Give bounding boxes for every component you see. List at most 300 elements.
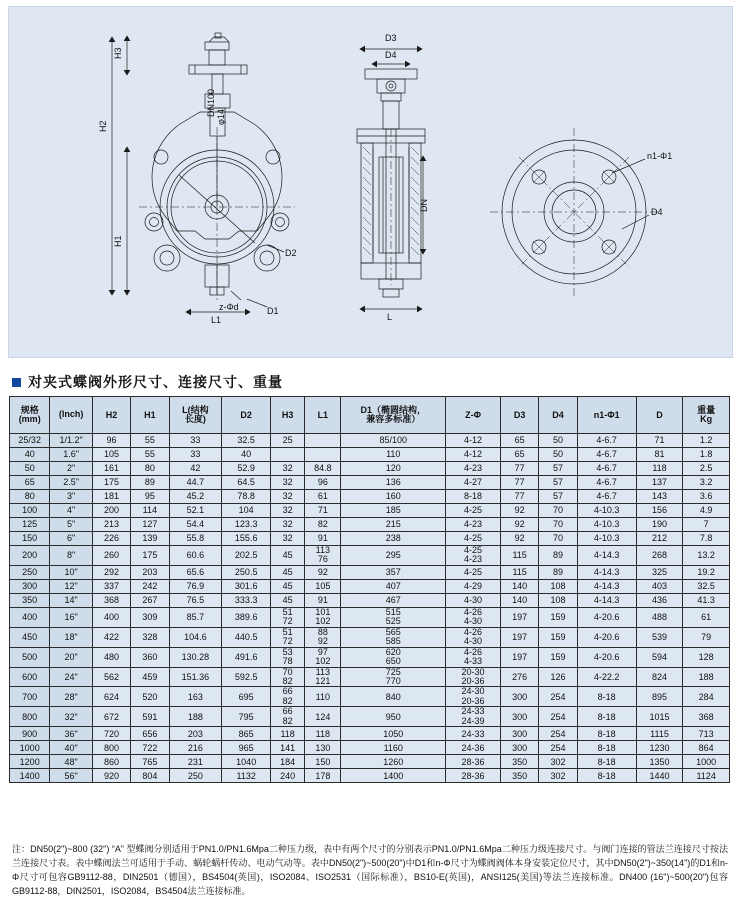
table-cell: 8-18 (577, 707, 636, 727)
table-cell: 51 72 (271, 627, 305, 647)
table-cell: 40 (10, 448, 50, 462)
table-cell: 407 (341, 579, 446, 593)
table-cell: 161 (92, 462, 130, 476)
table-cell: 124 (305, 707, 341, 727)
table-cell: 113 76 (305, 546, 341, 566)
table-cell: 81 (636, 448, 683, 462)
table-cell: 300 (10, 579, 50, 593)
table-cell: 28-36 (446, 769, 501, 783)
table-cell: 4-25 (446, 565, 501, 579)
table-cell: 450 (10, 627, 50, 647)
table-cell: 695 (222, 687, 271, 707)
table-cell: 91 (305, 532, 341, 546)
table-cell: 300 (500, 687, 538, 707)
table-cell: 89 (131, 476, 169, 490)
table-row (10, 579, 730, 593)
table-cell: 515 525 (341, 607, 446, 627)
table-cell: 250.5 (222, 565, 271, 579)
table-cell: 202.5 (222, 546, 271, 566)
table-cell: 85.7 (169, 607, 222, 627)
table-cell: 71 (305, 504, 341, 518)
table-cell: 40 (222, 448, 271, 462)
table-cell: 309 (131, 607, 169, 627)
table-cell: 120 (341, 462, 446, 476)
table-cell: 242 (131, 579, 169, 593)
table-cell: 624 (92, 687, 130, 707)
svg-text:D1: D1 (267, 306, 279, 316)
col-d4: D4 (539, 397, 577, 434)
svg-text:H3: H3 (113, 47, 123, 59)
col-l: L(结构 长度) (169, 397, 222, 434)
table-cell: 184 (271, 755, 305, 769)
table-cell: 32 (271, 532, 305, 546)
table-cell: 436 (636, 593, 683, 607)
table-cell: 70 (539, 504, 577, 518)
col-d: D (636, 397, 683, 434)
table-cell: 804 (131, 769, 169, 783)
table-cell: 328 (131, 627, 169, 647)
table-cell: 539 (636, 627, 683, 647)
table-cell: 4-14.3 (577, 593, 636, 607)
table-cell: 52.9 (222, 462, 271, 476)
valve-drawing-svg (9, 7, 732, 357)
table-cell: 4-6.7 (577, 476, 636, 490)
table-cell: 60.6 (169, 546, 222, 566)
table-cell: 19.2 (683, 565, 730, 579)
table-cell: 7.8 (683, 532, 730, 546)
table-cell: 45 (271, 593, 305, 607)
table-cell: 197 (500, 607, 538, 627)
table-row (10, 532, 730, 546)
table-cell: 139 (131, 532, 169, 546)
col-d3: D3 (500, 397, 538, 434)
table-cell: 8-18 (577, 727, 636, 741)
table-cell: 4-12 (446, 448, 501, 462)
table-cell: 1/1.2" (50, 434, 92, 448)
table-cell: 32.5 (683, 579, 730, 593)
table-cell: 76.9 (169, 579, 222, 593)
col-h2: H2 (92, 397, 130, 434)
table-cell: 57 (539, 490, 577, 504)
table-row (10, 593, 730, 607)
table-cell: 238 (341, 532, 446, 546)
svg-text:L1: L1 (211, 315, 222, 325)
table-cell: 20" (50, 647, 92, 667)
table-cell: 250 (169, 769, 222, 783)
table-cell: 8-18 (577, 755, 636, 769)
table-row (10, 727, 730, 741)
table-cell: 1230 (636, 741, 683, 755)
table-cell: 403 (636, 579, 683, 593)
table-cell: 1040 (222, 755, 271, 769)
table-cell: 325 (636, 565, 683, 579)
table-cell: 61 (305, 490, 341, 504)
table-cell: 8-18 (577, 687, 636, 707)
table-cell: 143 (636, 490, 683, 504)
table-cell: 400 (92, 607, 130, 627)
specification-table (9, 396, 730, 783)
table-cell: 4-20.6 (577, 627, 636, 647)
table-cell: 254 (539, 687, 577, 707)
technical-drawing-panel (8, 6, 733, 358)
table-cell: 50 (10, 462, 50, 476)
table-cell: 92 (305, 565, 341, 579)
footnote: 注：DN50(2")~800 (32") “A” 型蝶阀分别适用于PN1.0/PN1.6Mpa二种压力级，表中有两个尺寸的分别表示PN1.0/PN1.6Mpa二种压力级连接尺寸。与阀门连接的管法兰连接尺寸按法兰连接尺寸表。表中蝶阀法兰可适用于手动、蜗轮蜗杆传动、电动气动等。表中DN50(2")~500(20")中D1和n-Φ尺寸为蝶阀阀体本身安装定位尺寸，其中DN50(2")~350(14")的D1和n-Φ尺寸可包容GB9112-88，DIN2501（德国），BS4504(英国)，ISO2084、ISO2531（国际标准），BS10-E(英国)，ANSI125(美国)等法兰连接标准。DN400 (16")~500(20")包容GB9112-88，DIN2501，ISO2084，BS4504法兰连接标准。 (12, 844, 728, 896)
table-cell: 8" (50, 546, 92, 566)
table-cell: 25/32 (10, 434, 50, 448)
table-row (10, 546, 730, 566)
table-cell: 141 (271, 741, 305, 755)
table-cell: 459 (131, 667, 169, 687)
table-cell: 127 (131, 518, 169, 532)
table-cell: 864 (683, 741, 730, 755)
table-cell: 4-25 (446, 532, 501, 546)
table-cell: 1.8 (683, 448, 730, 462)
table-cell: 302 (539, 755, 577, 769)
table-cell: 41.3 (683, 593, 730, 607)
col-n1phi1: n1-Φ1 (577, 397, 636, 434)
table-cell (305, 448, 341, 462)
table-cell: 100 (10, 504, 50, 518)
table-cell: 80 (131, 462, 169, 476)
table-cell: 700 (10, 687, 50, 707)
table-cell: 795 (222, 707, 271, 727)
svg-text:D2: D2 (285, 248, 297, 258)
table-cell: 1124 (683, 769, 730, 783)
table-cell: 159 (539, 647, 577, 667)
table-cell: 4-22.2 (577, 667, 636, 687)
table-cell: 592.5 (222, 667, 271, 687)
col-zphi: Z-Φ (446, 397, 501, 434)
table-cell: 45 (271, 579, 305, 593)
table-cell: 108 (539, 593, 577, 607)
table-cell: 7 (683, 518, 730, 532)
table-cell: 25 (271, 434, 305, 448)
svg-text:H2: H2 (98, 120, 108, 132)
table-cell: 488 (636, 607, 683, 627)
table-cell: 51 72 (271, 607, 305, 627)
table-cell: 600 (10, 667, 50, 687)
table-cell: 24-30 20-36 (446, 687, 501, 707)
table-cell: 32 (271, 462, 305, 476)
bullet-square-icon (12, 378, 21, 387)
table-cell: 2.5 (683, 462, 730, 476)
table-cell: 114 (131, 504, 169, 518)
table-cell: 4-14.3 (577, 546, 636, 566)
table-cell: 4-25 (446, 504, 501, 518)
svg-text:L: L (387, 312, 393, 322)
table-cell: 33 (169, 434, 222, 448)
section-heading (12, 372, 283, 392)
table-cell: 64.5 (222, 476, 271, 490)
table-row (10, 504, 730, 518)
col-h3: H3 (271, 397, 305, 434)
table-cell: 65.6 (169, 565, 222, 579)
table-cell: 28" (50, 687, 92, 707)
table-cell: 32 (271, 518, 305, 532)
table-cell: 76.5 (169, 593, 222, 607)
table-cell: 1400 (341, 769, 446, 783)
col-weight: 重量 Kg (683, 397, 730, 434)
table-cell: 4-6.7 (577, 448, 636, 462)
table-cell: 1115 (636, 727, 683, 741)
table-cell: 8-18 (577, 741, 636, 755)
table-cell: 254 (539, 707, 577, 727)
table-cell: 840 (341, 687, 446, 707)
table-cell: 8-18 (577, 769, 636, 783)
table-cell: 1350 (636, 755, 683, 769)
table-cell: 301.6 (222, 579, 271, 593)
table-cell: 565 585 (341, 627, 446, 647)
svg-text:n1-Φ1: n1-Φ1 (647, 151, 673, 161)
table-cell: 159 (539, 627, 577, 647)
table-cell: 137 (636, 476, 683, 490)
table-cell: 895 (636, 687, 683, 707)
table-cell: 101 102 (305, 607, 341, 627)
table-cell: 197 (500, 647, 538, 667)
table-cell: 92 (500, 504, 538, 518)
table-cell: 140 (500, 579, 538, 593)
table-row (10, 755, 730, 769)
table-cell: 13.2 (683, 546, 730, 566)
table-cell: 36" (50, 727, 92, 741)
table-cell: 295 (341, 546, 446, 566)
table-cell: 92 (500, 518, 538, 532)
table-cell: 965 (222, 741, 271, 755)
table-cell: 42 (169, 462, 222, 476)
table-cell: 95 (131, 490, 169, 504)
table-cell: 400 (10, 607, 50, 627)
table-cell: 4-30 (446, 593, 501, 607)
table-cell: 203 (131, 565, 169, 579)
table-cell (271, 448, 305, 462)
table-cell: 1.2 (683, 434, 730, 448)
table-cell: 105 (305, 579, 341, 593)
table-cell: 55 (131, 448, 169, 462)
table-cell: 254 (539, 727, 577, 741)
table-header (10, 397, 730, 434)
table-cell: 77 (500, 462, 538, 476)
table-cell: 656 (131, 727, 169, 741)
table-cell: 4-23 (446, 518, 501, 532)
table-cell: 300 (500, 727, 538, 741)
table-cell: 231 (169, 755, 222, 769)
table-cell: 118 (271, 727, 305, 741)
col-size-mm: 规格 (mm) (10, 397, 50, 434)
svg-text:DN: DN (419, 199, 429, 212)
table-cell: 50 (539, 434, 577, 448)
col-d1: D1（椭圆结构， 兼容多标准） (341, 397, 446, 434)
table-cell: 8-18 (446, 490, 501, 504)
table-cell: 368 (683, 707, 730, 727)
table-row (10, 627, 730, 647)
table-cell: 66 82 (271, 707, 305, 727)
table-cell: 71 (636, 434, 683, 448)
table-cell: 4-10.3 (577, 518, 636, 532)
table-cell: 160 (341, 490, 446, 504)
table-cell: 4-26 4-30 (446, 607, 501, 627)
table-cell: 800 (10, 707, 50, 727)
table-cell: 125 (10, 518, 50, 532)
table-cell: 80 (10, 490, 50, 504)
table-cell: 203 (169, 727, 222, 741)
table-cell: 181 (92, 490, 130, 504)
table-cell: 33 (169, 448, 222, 462)
table-cell: 56" (50, 769, 92, 783)
table-cell: 88 92 (305, 627, 341, 647)
table-cell: 50 (539, 448, 577, 462)
table-cell: 61 (683, 607, 730, 627)
svg-text:D3: D3 (385, 33, 397, 43)
table-cell: 800 (92, 741, 130, 755)
table-cell: 54.4 (169, 518, 222, 532)
table-cell: 4-14.3 (577, 579, 636, 593)
table-row (10, 607, 730, 627)
table-cell: 254 (539, 741, 577, 755)
table-cell: 16" (50, 607, 92, 627)
table-cell: 260 (92, 546, 130, 566)
table-cell: 1000 (10, 741, 50, 755)
table-cell: 65 (10, 476, 50, 490)
table-cell: 70 82 (271, 667, 305, 687)
table-cell: 70 (539, 518, 577, 532)
table-cell: 4-12 (446, 434, 501, 448)
table-cell: 85/100 (341, 434, 446, 448)
table-cell: 159 (539, 607, 577, 627)
table-cell: 32 (271, 490, 305, 504)
table-cell: 3" (50, 490, 92, 504)
table-body (10, 434, 730, 783)
table-cell: 175 (92, 476, 130, 490)
table-cell: 118 (636, 462, 683, 476)
table-cell: 725 770 (341, 667, 446, 687)
table-cell: 136 (341, 476, 446, 490)
table-cell: 126 (539, 667, 577, 687)
table-header-row (10, 397, 730, 434)
table-cell: 300 (500, 741, 538, 755)
table-cell: 185 (341, 504, 446, 518)
table-cell: 333.3 (222, 593, 271, 607)
table-cell: 215 (341, 518, 446, 532)
table-cell: 350 (10, 593, 50, 607)
col-h1: H1 (131, 397, 169, 434)
table-cell: 48" (50, 755, 92, 769)
table-cell: 865 (222, 727, 271, 741)
table-cell: 4-6.7 (577, 462, 636, 476)
table-cell: 57 (539, 462, 577, 476)
svg-text:H1: H1 (113, 235, 123, 247)
table-cell: 4-25 4-23 (446, 546, 501, 566)
table-cell: 77 (500, 476, 538, 490)
table-cell: 440.5 (222, 627, 271, 647)
table-cell: 1440 (636, 769, 683, 783)
table-cell: 672 (92, 707, 130, 727)
table-cell: 268 (636, 546, 683, 566)
table-cell: 110 (305, 687, 341, 707)
table-cell: 4-20.6 (577, 607, 636, 627)
table-cell: 178 (305, 769, 341, 783)
table-cell: 213 (92, 518, 130, 532)
table-cell: 156 (636, 504, 683, 518)
table-cell: 45.2 (169, 490, 222, 504)
table-cell: 32" (50, 707, 92, 727)
table-cell: 57 (539, 476, 577, 490)
table-cell: 722 (131, 741, 169, 755)
table-cell: 3.6 (683, 490, 730, 504)
table-cell: 4" (50, 504, 92, 518)
table-cell: 4-10.3 (577, 504, 636, 518)
table-cell: 52.1 (169, 504, 222, 518)
table-cell: 900 (10, 727, 50, 741)
table-cell: 128 (683, 647, 730, 667)
table-cell: 45 (271, 546, 305, 566)
table-cell: 24-36 (446, 741, 501, 755)
table-cell: 267 (131, 593, 169, 607)
table-cell: 720 (92, 727, 130, 741)
table-cell: 32 (271, 476, 305, 490)
table-cell: 45 (271, 565, 305, 579)
col-d2: D2 (222, 397, 271, 434)
table-row (10, 769, 730, 783)
table-cell: 1160 (341, 741, 446, 755)
table-cell: 105 (92, 448, 130, 462)
table-cell: 2.5" (50, 476, 92, 490)
table-cell: 1260 (341, 755, 446, 769)
table-cell: 240 (271, 769, 305, 783)
table-cell: 4-26 4-33 (446, 647, 501, 667)
table-cell: 84.8 (305, 462, 341, 476)
table-cell: 24-33 (446, 727, 501, 741)
table-cell: 4-14.3 (577, 565, 636, 579)
table-cell: 4-20.6 (577, 647, 636, 667)
section-title: 对夹式蝶阀外形尺寸、连接尺寸、重量 (28, 374, 283, 390)
table-cell: 123.3 (222, 518, 271, 532)
table-cell: 226 (92, 532, 130, 546)
table-cell: 77 (500, 490, 538, 504)
table-row (10, 565, 730, 579)
table-cell: 97 102 (305, 647, 341, 667)
table-cell: 389.6 (222, 607, 271, 627)
table-cell: 713 (683, 727, 730, 741)
table-cell: 200 (10, 546, 50, 566)
table-cell: 151.36 (169, 667, 222, 687)
table-cell: 1200 (10, 755, 50, 769)
table-cell: 89 (539, 565, 577, 579)
table-row (10, 667, 730, 687)
col-l1: L1 (305, 397, 341, 434)
table-cell: 113 121 (305, 667, 341, 687)
table-cell: 91 (305, 593, 341, 607)
table-cell: 480 (92, 647, 130, 667)
table-cell: 350 (500, 755, 538, 769)
table-cell: 53 78 (271, 647, 305, 667)
table-row (10, 687, 730, 707)
table-cell: 96 (305, 476, 341, 490)
table-cell: 4-6.7 (577, 490, 636, 504)
table-cell: 89 (539, 546, 577, 566)
table-cell: 44.7 (169, 476, 222, 490)
table-cell: 1132 (222, 769, 271, 783)
table-cell: 620 650 (341, 647, 446, 667)
table-cell: 350 (500, 769, 538, 783)
table-cell: 337 (92, 579, 130, 593)
table-row (10, 490, 730, 504)
table-cell: 55.8 (169, 532, 222, 546)
table-cell: 18" (50, 627, 92, 647)
table-cell: 150 (305, 755, 341, 769)
table-cell: 276 (500, 667, 538, 687)
table-cell: 78.8 (222, 490, 271, 504)
